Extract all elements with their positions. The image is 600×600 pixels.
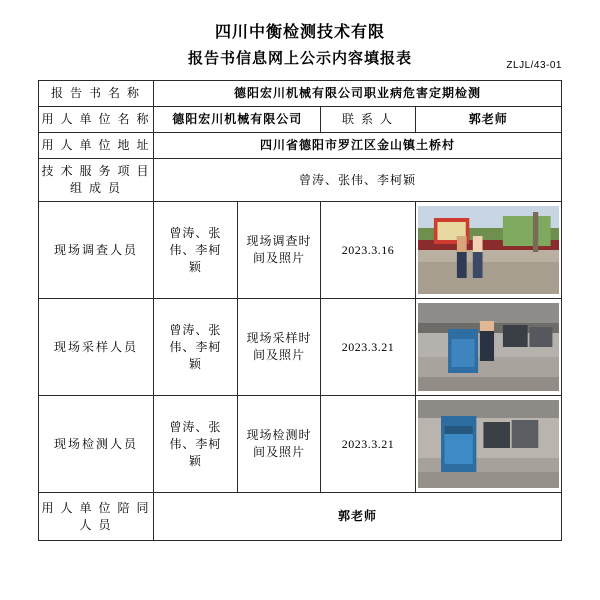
document-code: ZLJL/43-01	[506, 60, 562, 71]
members-line1: 曾涛、张	[169, 322, 222, 337]
photo-image	[418, 400, 559, 488]
members-line2: 伟、李柯	[169, 436, 222, 451]
team-members-value: 曾涛、张伟、李柯颖	[154, 159, 562, 202]
caption-line2: 间及照片	[253, 348, 306, 362]
members-line1: 曾涛、张	[169, 225, 222, 240]
members-line1: 曾涛、张	[169, 419, 222, 434]
sampling-date: 2023.3.21	[321, 299, 415, 396]
table-row	[39, 133, 562, 159]
site-survey-caption	[237, 202, 321, 299]
caption-line1: 现场采样时	[246, 331, 312, 345]
page-subtitle: 报告书信息网上公示内容填报表	[187, 51, 412, 67]
caption-line1: 现场检测时	[246, 428, 312, 442]
table-row	[39, 159, 562, 202]
members-line2: 伟、李柯	[169, 339, 222, 354]
table-row	[39, 202, 562, 299]
site-survey-label: 现场调查人员	[39, 202, 154, 299]
employer-name-label: 用 人 单 位 名 称	[39, 107, 154, 133]
contact-label: 联 系 人	[321, 107, 415, 133]
employer-address-label: 用 人 单 位 地 址	[39, 133, 154, 159]
table-row	[39, 107, 562, 133]
accompany-label-line2: 人 员	[79, 517, 113, 532]
table-row	[39, 299, 562, 396]
report-name-label: 报 告 书 名 称	[39, 81, 154, 107]
detection-caption	[237, 396, 321, 493]
page-title: 四川中衡检测技术有限	[214, 24, 385, 41]
table-row	[39, 81, 562, 107]
sampling-label: 现场采样人员	[39, 299, 154, 396]
document-header	[38, 22, 562, 72]
employer-address-value: 四川省德阳市罗江区金山镇土桥村	[154, 133, 562, 159]
site-survey-date: 2023.3.16	[321, 202, 415, 299]
photo-image	[418, 303, 559, 391]
team-members-label-line2: 组 成 员	[70, 181, 123, 195]
sampling-members	[154, 299, 238, 396]
detection-members	[154, 396, 238, 493]
employer-name-value: 德阳宏川机械有限公司	[154, 107, 321, 133]
report-form-table	[38, 80, 562, 541]
accompany-label-line1: 用 人 单 位 陪 同	[41, 500, 151, 515]
accompany-value: 郭老师	[154, 493, 562, 541]
caption-line2: 间及照片	[253, 251, 306, 265]
detection-photo	[415, 396, 561, 493]
members-line3: 颖	[188, 356, 202, 371]
members-line2: 伟、李柯	[169, 242, 222, 257]
detection-label: 现场检测人员	[39, 396, 154, 493]
contact-value: 郭老师	[415, 107, 561, 133]
team-members-label	[39, 159, 154, 202]
table-row	[39, 396, 562, 493]
detection-date: 2023.3.21	[321, 396, 415, 493]
subtitle-row	[38, 48, 562, 72]
team-members-label-line1: 技 术 服 务 项 目	[41, 164, 151, 178]
photo-image	[418, 206, 559, 294]
sampling-photo	[415, 299, 561, 396]
accompany-label	[39, 493, 154, 541]
site-survey-members	[154, 202, 238, 299]
caption-line1: 现场调查时	[246, 234, 312, 248]
report-name-value: 德阳宏川机械有限公司职业病危害定期检测	[154, 81, 562, 107]
table-row	[39, 493, 562, 541]
members-line3: 颖	[188, 259, 202, 274]
caption-line2: 间及照片	[253, 445, 306, 459]
members-line3: 颖	[188, 453, 202, 468]
site-survey-photo	[415, 202, 561, 299]
sampling-caption	[237, 299, 321, 396]
